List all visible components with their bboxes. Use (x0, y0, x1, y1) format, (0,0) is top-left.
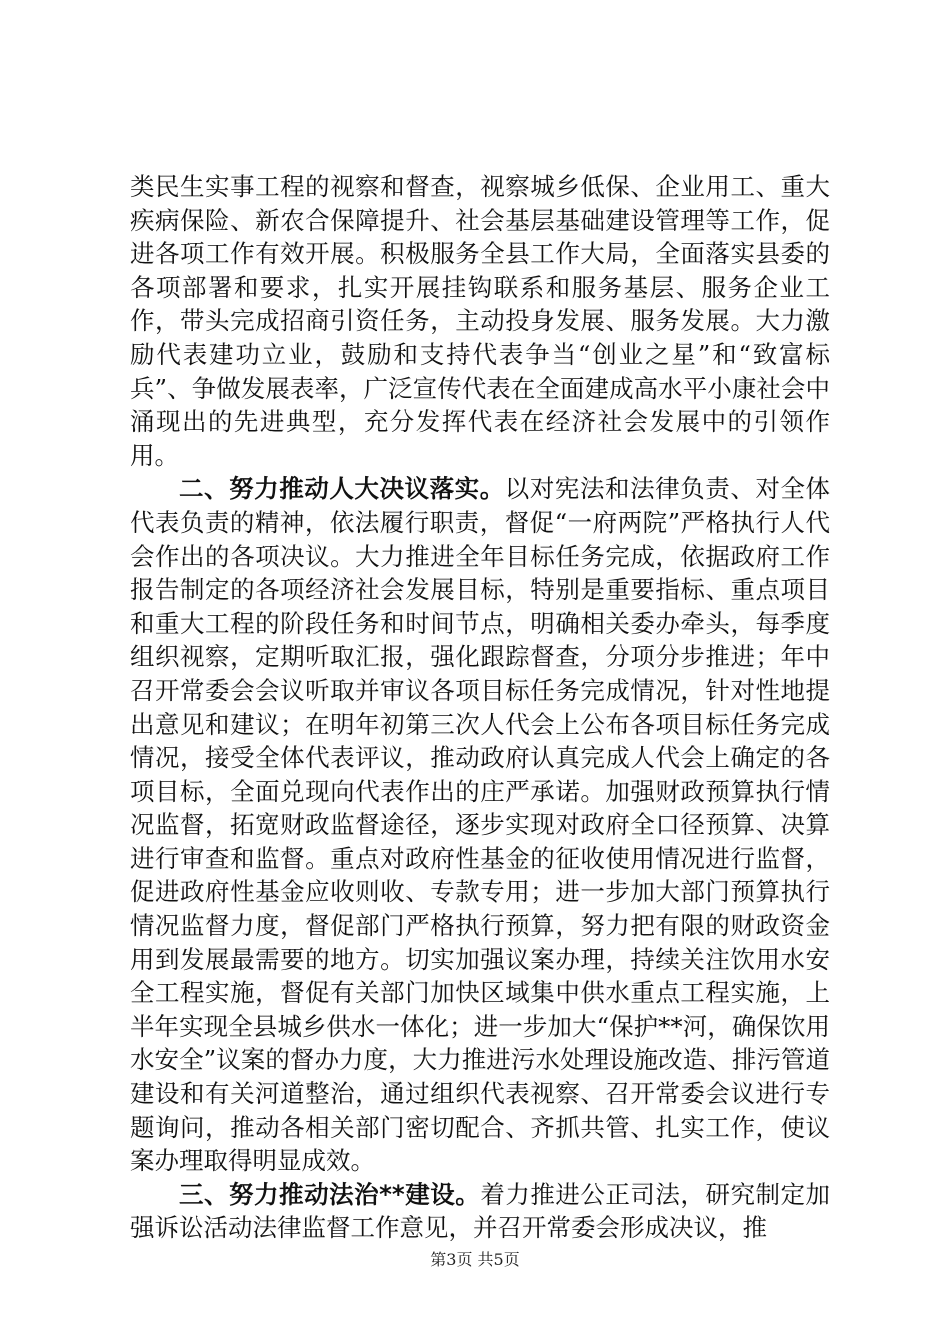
paragraph-section-three (130, 1178, 830, 1245)
section-heading: 二、努力推动人大决议落实。 (179, 474, 505, 504)
section-heading: 三、努力推动法治**建设。 (179, 1179, 481, 1209)
paragraph-continuation (130, 170, 830, 472)
paragraph-section-two (130, 472, 830, 1177)
page-footer: 第3页 共5页 (430, 1250, 520, 1269)
paragraph-text: 着力推进公正司法，研究制定加强诉讼活动法律监督工作意见，并召开常委会形成决议，推 (130, 1179, 831, 1243)
paragraph-text: 类民生实事工程的视察和督查，视察城乡低保、企业用工、重大疾病保险、新农合保障提升、社会基层基础建设管理等工作，促进各项工作有效开展。积极服务全县工作大局，全面落实县委的各项部署和要求，扎实开展挂钩联系和服务基层、服务企业工作，带头完成招商引资任务，主动投身发展、服务发展。大力激励代表建功立业，鼓励和支持代表争当“创业之星”和“致富标兵”、争做发展表率，广泛宣传代表在全面建成高水平小康社会中涌现出的先进典型，充分发挥代表在经济社会发展中的引领作用。 (130, 172, 830, 470)
paragraph-text: 以对宪法和法律负责、对全体代表负责的精神，依法履行职责，督促“一府两院”严格执行人代会作出的各项决议。大力推进全年目标任务完成，依据政府工作报告制定的各项经济社会发展目标，特别是重要指标、重点项目和重大工程的阶段任务和时间节点，明确相关委办牵头，每季度组织视察，定期听取汇报，强化跟踪督查，分项分步推进；年中召开常委会会议听取并审议各项目标任务完成情况，针对性地提出意见和建议；在明年初第三次人代会上公布各项目标任务完成情况，接受全体代表评议，推动政府认真完成人代会上确定的各项目标，全面兑现向代表作出的庄严承诺。加强财政预算执行情况监督，拓宽财政监督途径，逐步实现对政府全口径预算、决算进行审查和监督。重点对政府性基金的征收使用情况进行监督，促进政府性基金应收则收、专款专用；进一步加大部门预算执行情况监督力度，督促部门严格执行预算，努力把有限的财政资金用到发展最需要的地方。切实加强议案办理，持续关注饮用水安全工程实施，督促有关部门加快区域集中供水重点工程实施，上半年实现全县城乡供水一体化；进一步加大“保护**河，确保饮用水安全”议案的督办力度，大力推进污水处理设施改造、排污管道建设和有关河道整治，通过组织代表视察、召开常委会议进行专题询问，推动各相关部门密切配合、齐抓共管、扎实工作，使议案办理取得明显成效。 (130, 474, 830, 1176)
document-body (130, 170, 830, 1245)
